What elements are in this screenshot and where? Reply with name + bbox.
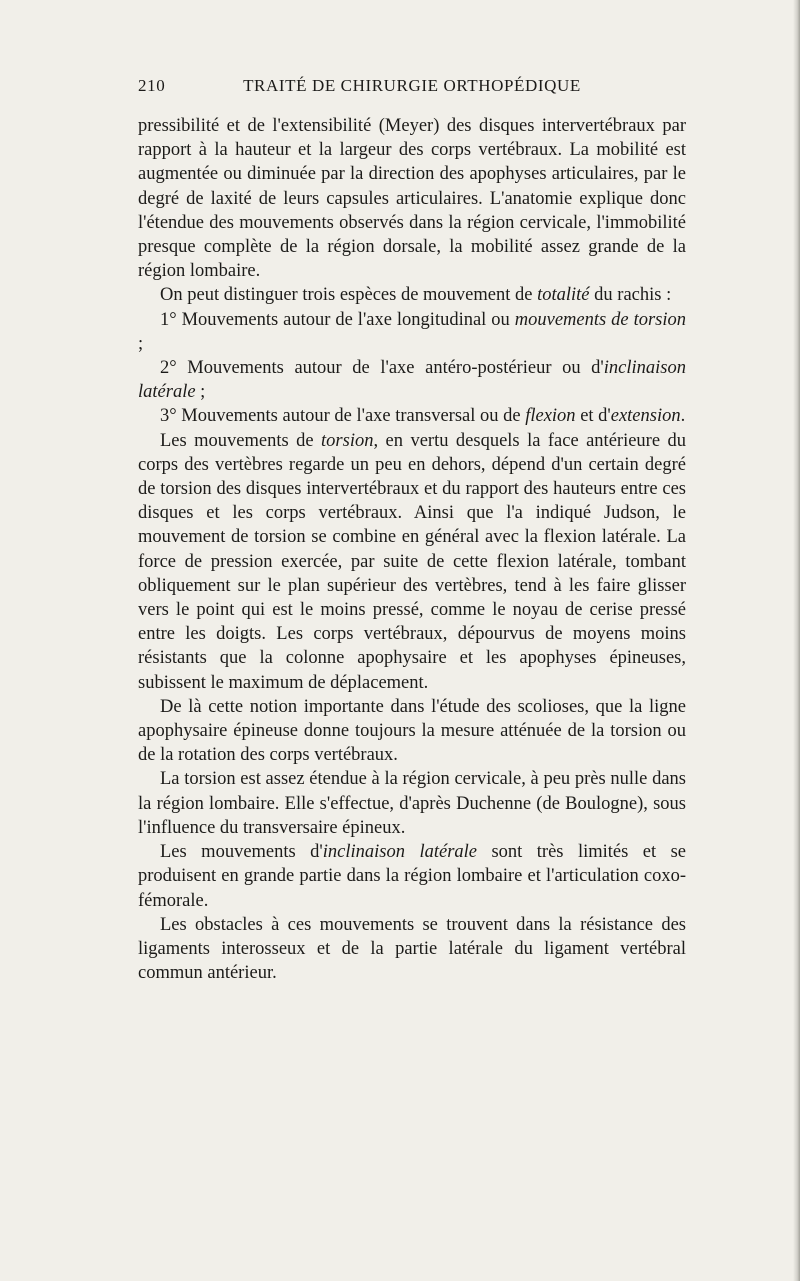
paragraph	[138, 283, 686, 307]
text-run: Les mouvements d'	[160, 842, 323, 863]
text-run: On peut distinguer trois espèces de mouvement de	[160, 285, 538, 306]
text-run: ;	[138, 333, 144, 354]
text-run: ;	[195, 382, 206, 403]
text-run: , en vertu desquels la face antérieure du corps des vertèbres regarde un peu en dehors, dépend d'un certain degré de torsion des disques intervertébraux et du rapport des hauteurs entre ces disques et les corps vertébraux. Ainsi que l'a indiqué Judson, le mouvement de torsion se combine en général avec la flexion latérale. La force de pression exercée, par suite de cette flexion latérale, tombant obliquement sur le plan supérieur des vertèbres, tend à les faire glisser vers le point qui est le moins pressé, comme le noyau de cerise pressé entre les doigts. Les corps vertébraux, dépourvus de moyens moins résistants que la colonne apophysaire et les apophyses épineuses, subissent le maximum de déplacement.	[138, 430, 686, 693]
paragraph	[138, 404, 686, 428]
italic-term: extension	[610, 406, 681, 427]
paragraph	[138, 356, 686, 404]
text-run: De là cette notion importante dans l'étude des scolioses, que la ligne apophysaire épineuse donne toujours la mesure atténuée de la torsion ou de la rotation des corps vertébraux.	[138, 696, 686, 766]
text-run: 1° Mouvements autour de l'axe longitudinal ou	[160, 309, 515, 330]
body-text	[138, 114, 686, 985]
italic-term: inclinaison latérale	[322, 842, 477, 863]
paragraph	[138, 695, 686, 768]
text-run: Les mouvements de	[160, 430, 322, 451]
text-run: Les obstacles à ces mouvements se trouvent dans la résistance des ligaments interosseux et de la partie latérale du ligament vertébral commun antérieur.	[138, 914, 686, 984]
text-run: pressibilité et de l'extensibilité (Meyer) des disques intervertébraux par rapport à la hauteur et la largeur des corps vertébraux. La mobilité est augmentée ou diminuée par la direction des apophyses articulaires, par le degré de laxité de leurs capsules articulaires. L'anatomie explique donc l'étendue des mouvements observés dans la région cervicale, l'immobilité presque complète de la région dorsale, la mobilité assez grande de la région lombaire.	[138, 116, 686, 282]
italic-term: inclinaison latérale	[138, 358, 686, 403]
italic-term: torsion	[321, 430, 374, 451]
italic-term: totalité	[537, 285, 590, 306]
paragraph	[138, 840, 686, 913]
italic-term: mouvements de torsion	[514, 309, 686, 330]
page-header	[138, 76, 686, 100]
italic-term: flexion	[525, 406, 576, 427]
page-number: 210	[138, 76, 166, 95]
paragraph	[138, 429, 686, 695]
text-run: 3° Mouvements autour de l'axe transversal ou de	[160, 406, 526, 427]
text-run: du rachis :	[589, 285, 672, 306]
paragraph	[138, 913, 686, 986]
paragraph	[138, 767, 686, 840]
text-run: La torsion est assez étendue à la région cervicale, à peu près nulle dans la région lombaire. Elle s'effectue, d'après Duchenne (de Boulogne), sous l'influence du transversaire épineux.	[138, 769, 686, 838]
text-run: .	[680, 406, 686, 427]
running-title: TRAITÉ DE CHIRURGIE ORTHOPÉDIQUE	[243, 76, 581, 95]
text-run: et d'	[575, 406, 611, 427]
paragraph	[138, 308, 686, 356]
page-edge-shadow	[793, 0, 800, 1281]
text-run: 2° Mouvements autour de l'axe antéro-postérieur ou d'	[160, 358, 604, 379]
text-run: sont très limités et se produisent en grande partie dans la région lombaire et l'articulation coxo-fémorale.	[138, 842, 686, 911]
paragraph	[138, 114, 686, 283]
